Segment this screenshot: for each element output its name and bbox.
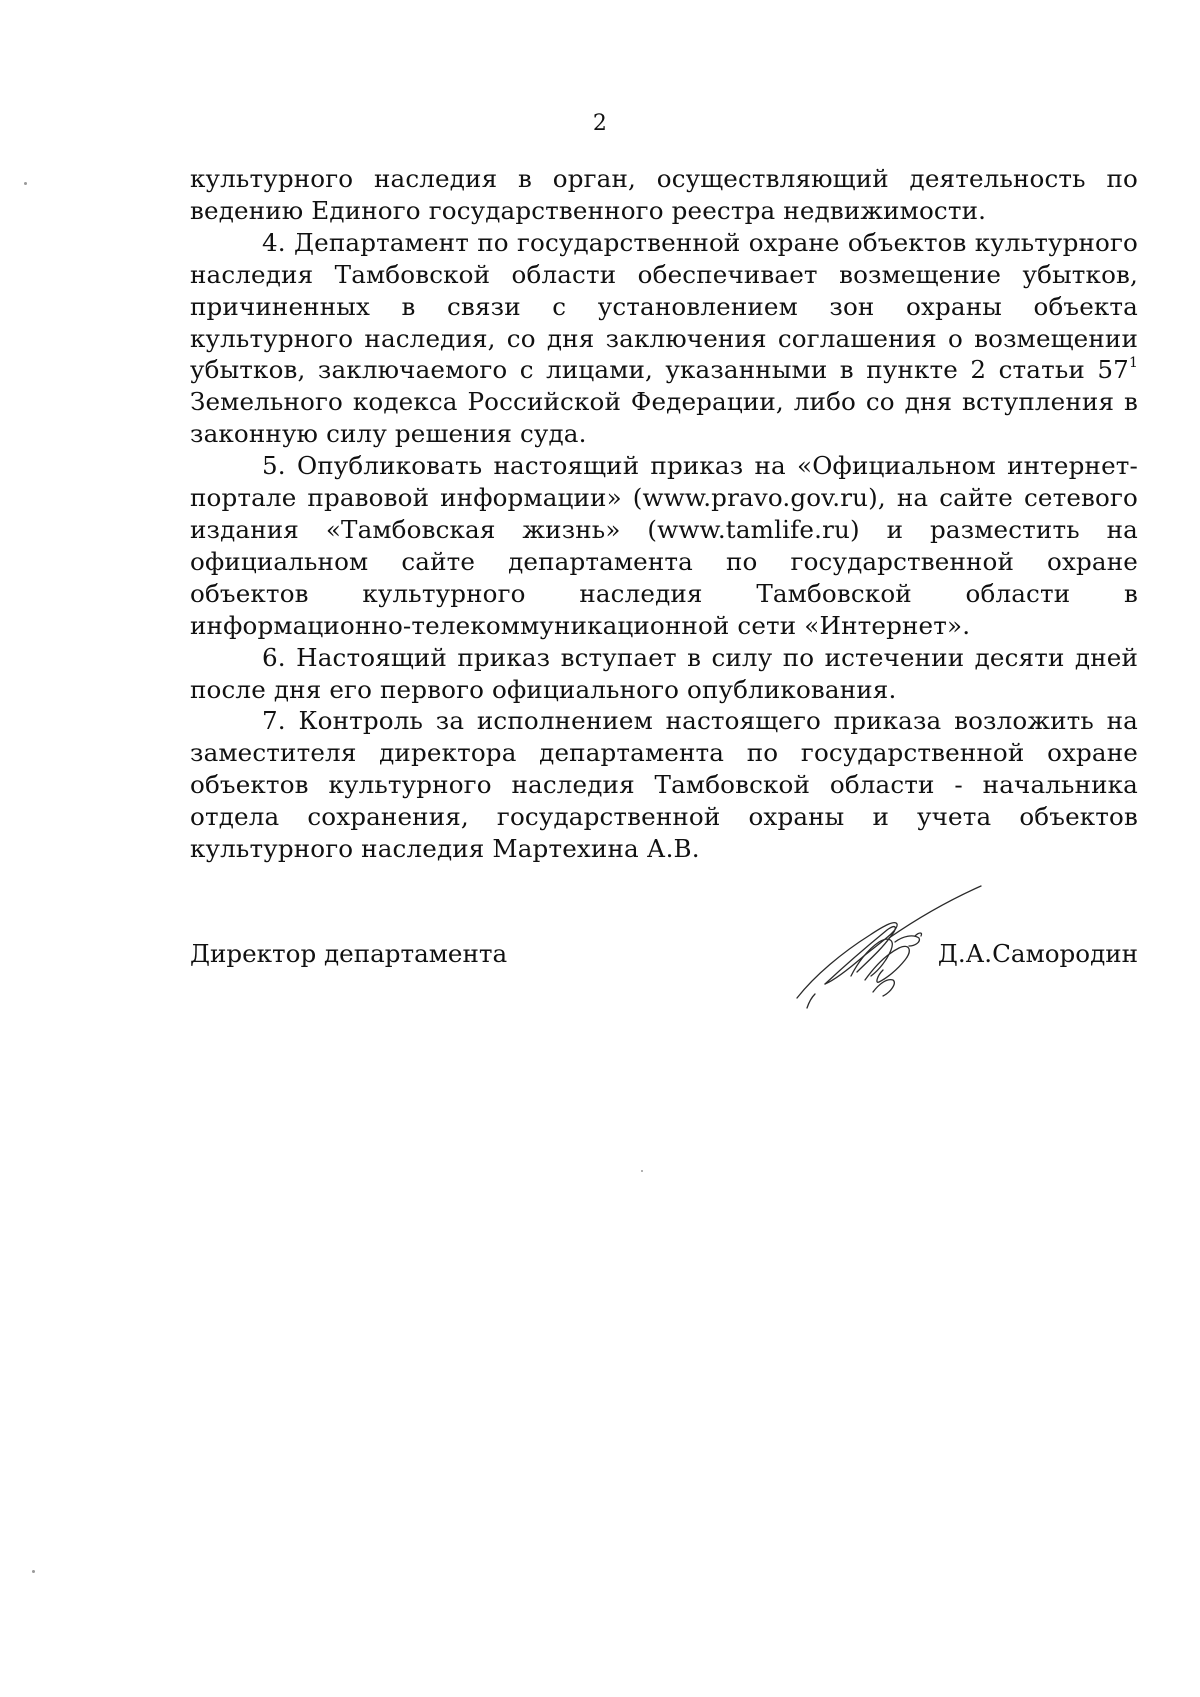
paragraph-4 bbox=[190, 227, 1138, 450]
scan-speck bbox=[32, 1570, 35, 1573]
paragraph-4-text: 4. Департамент по государственной охране объектов культурного наследия Тамбовской области обеспечивает возмещение убытков, причиненных в связи с установлением зон охраны объекта культурного наследия, со дня заключения соглашения о возмещении убытков, заключаемого с лицами, указанными в пункте 2 статьи 57 bbox=[190, 227, 1138, 385]
page-number: 2 bbox=[592, 111, 608, 136]
scan-speck bbox=[24, 182, 27, 185]
article-superscript: 1 bbox=[1128, 355, 1138, 372]
paragraph-4-text-end: Земельного кодекса Российской Федерации, либо со дня вступления в законную силу решения суда. bbox=[190, 387, 1138, 449]
scan-speck bbox=[641, 1170, 643, 1172]
paragraph-7: 7. Контроль за исполнением настоящего приказа возложить на заместителя директора департамента по государственной охране объектов культурного наследия Тамбовской области - начальника отдела сохранения, государственной охраны и учета объектов культурного наследия Мартехина А.В. bbox=[190, 706, 1138, 864]
paragraph-5: 5. Опубликовать настоящий приказ на «Официальном интернет-портале правовой информации» (www.pravo.gov.ru), на сайте сетевого издания «Тамбовская жизнь» (www.tamlife.ru) и разместить на официальном сайте департамента по государственной охране объектов культурного наследия Тамбовской области в информационно-телекоммуникационной сети «Интернет». bbox=[190, 451, 1138, 640]
signatory-position: Директор департамента bbox=[190, 939, 508, 968]
document-body bbox=[190, 163, 1138, 865]
handwritten-signature bbox=[795, 880, 995, 1030]
paragraph-continuation: культурного наследия в орган, осуществляющий деятельность по ведению Единого государственного реестра недвижимости. bbox=[190, 164, 1138, 225]
signature-block bbox=[190, 938, 1138, 1018]
signatory-name: Д.А.Самородин bbox=[937, 939, 1138, 968]
paragraph-6: 6. Настоящий приказ вступает в силу по истечении десяти дней после дня его первого официального опубликования. bbox=[190, 642, 1138, 704]
